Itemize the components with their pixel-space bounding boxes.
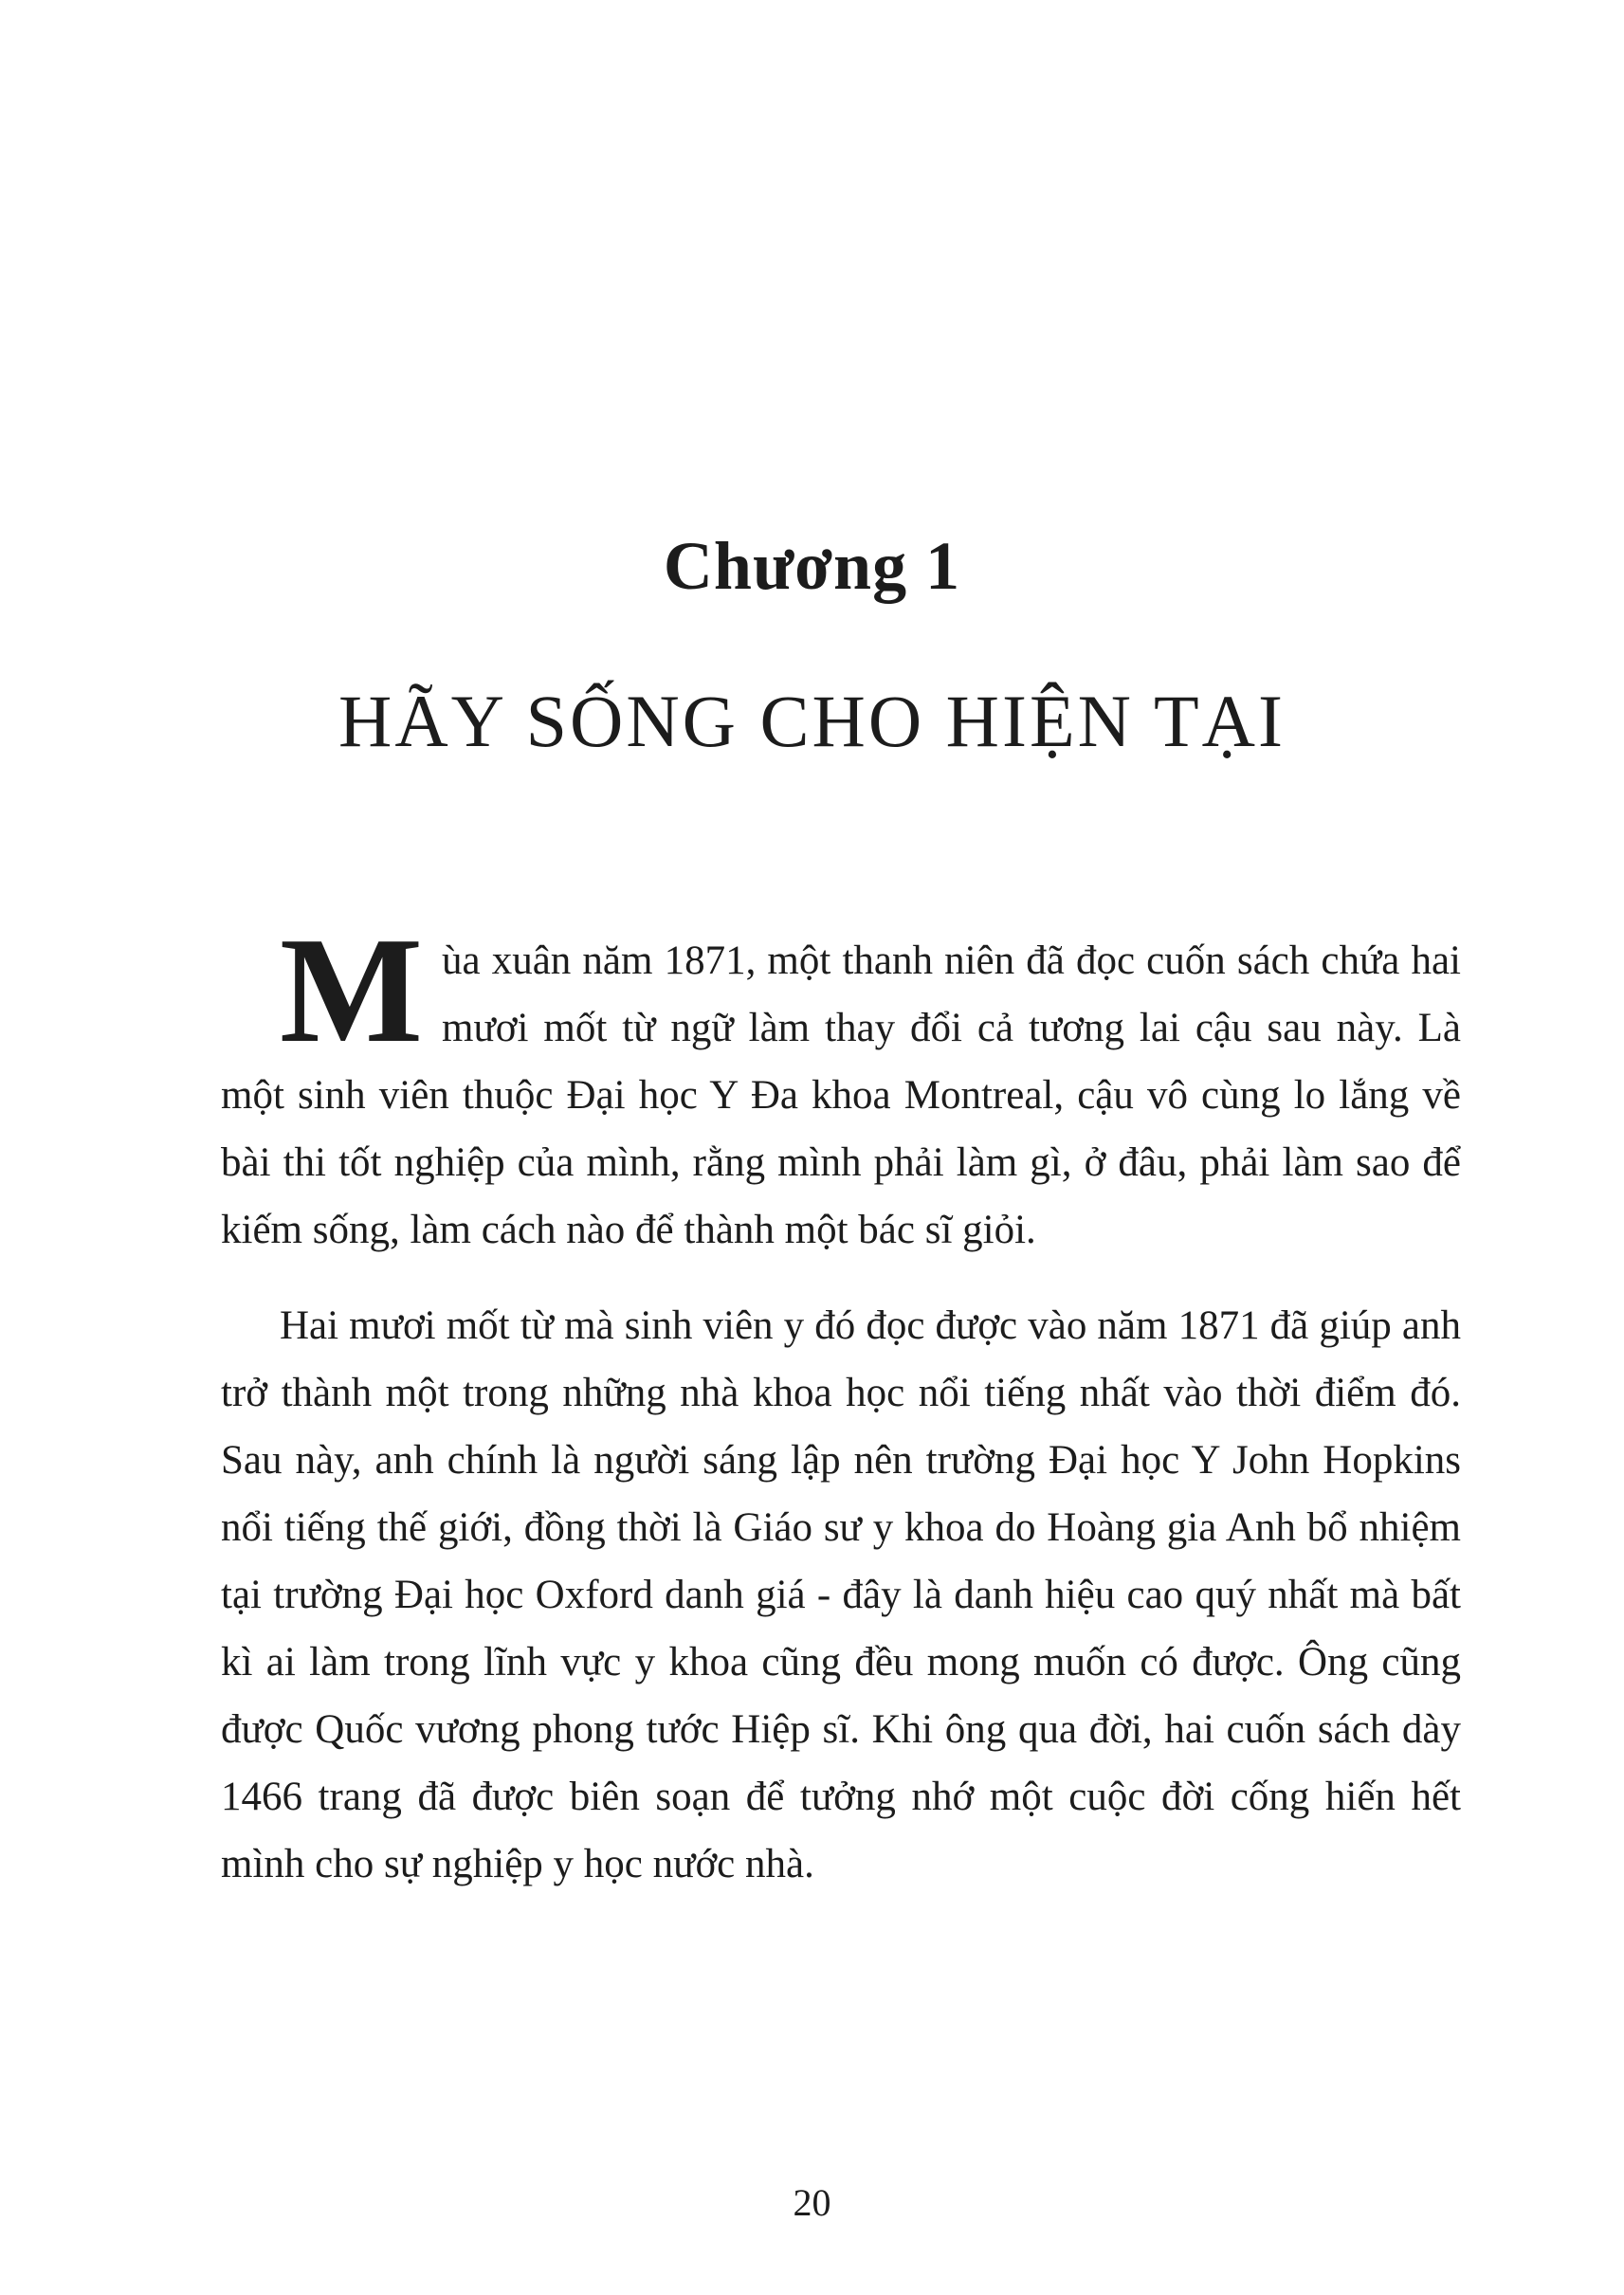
chapter-title: HÃY SỐNG CHO HIỆN TẠI [338, 680, 1286, 762]
paragraph-1-text: ùa xuân năm 1871, một thanh niên đã đọc cuốn sách chứa hai mươi mốt từ ngữ làm thay đổi cả tương lai cậu sau này. Là một sinh viên thuộc Đại học Y Đa khoa Montreal, cậu vô cùng lo lắng về bài thi tốt nghiệp của mình, rằng mình phải làm gì, ở đâu, phải làm sao để kiếm sống, làm cách nào để thành một bác sĩ giỏi. [221, 938, 1461, 1252]
body-text [221, 905, 1461, 1898]
dropcap-letter: M [280, 905, 424, 1074]
chapter-label: Chương 1 [663, 528, 961, 604]
page-number: 20 [793, 2181, 831, 2224]
paragraph-1 [221, 905, 1461, 1264]
paragraph-2: Hai mươi mốt từ mà sinh viên y đó đọc được vào năm 1871 đã giúp anh trở thành một trong những nhà khoa học nổi tiếng nhất vào thời điểm đó. Sau này, anh chính là người sáng lập nên trường Đại học Y John Hopkins nổi tiếng thế giới, đồng thời là Giáo sư y khoa do Hoàng gia Anh bổ nhiệm tại trường Đại học Oxford danh giá - đây là danh hiệu cao quý nhất mà bất kì ai làm trong lĩnh vực y khoa cũng đều mong muốn có được. Ông cũng được Quốc vương phong tước Hiệp sĩ. Khi ông qua đời, hai cuốn sách dày 1466 trang đã được biên soạn để tưởng nhớ một cuộc đời cống hiến hết mình cho sự nghiệp y học nước nhà. [221, 1303, 1461, 1886]
